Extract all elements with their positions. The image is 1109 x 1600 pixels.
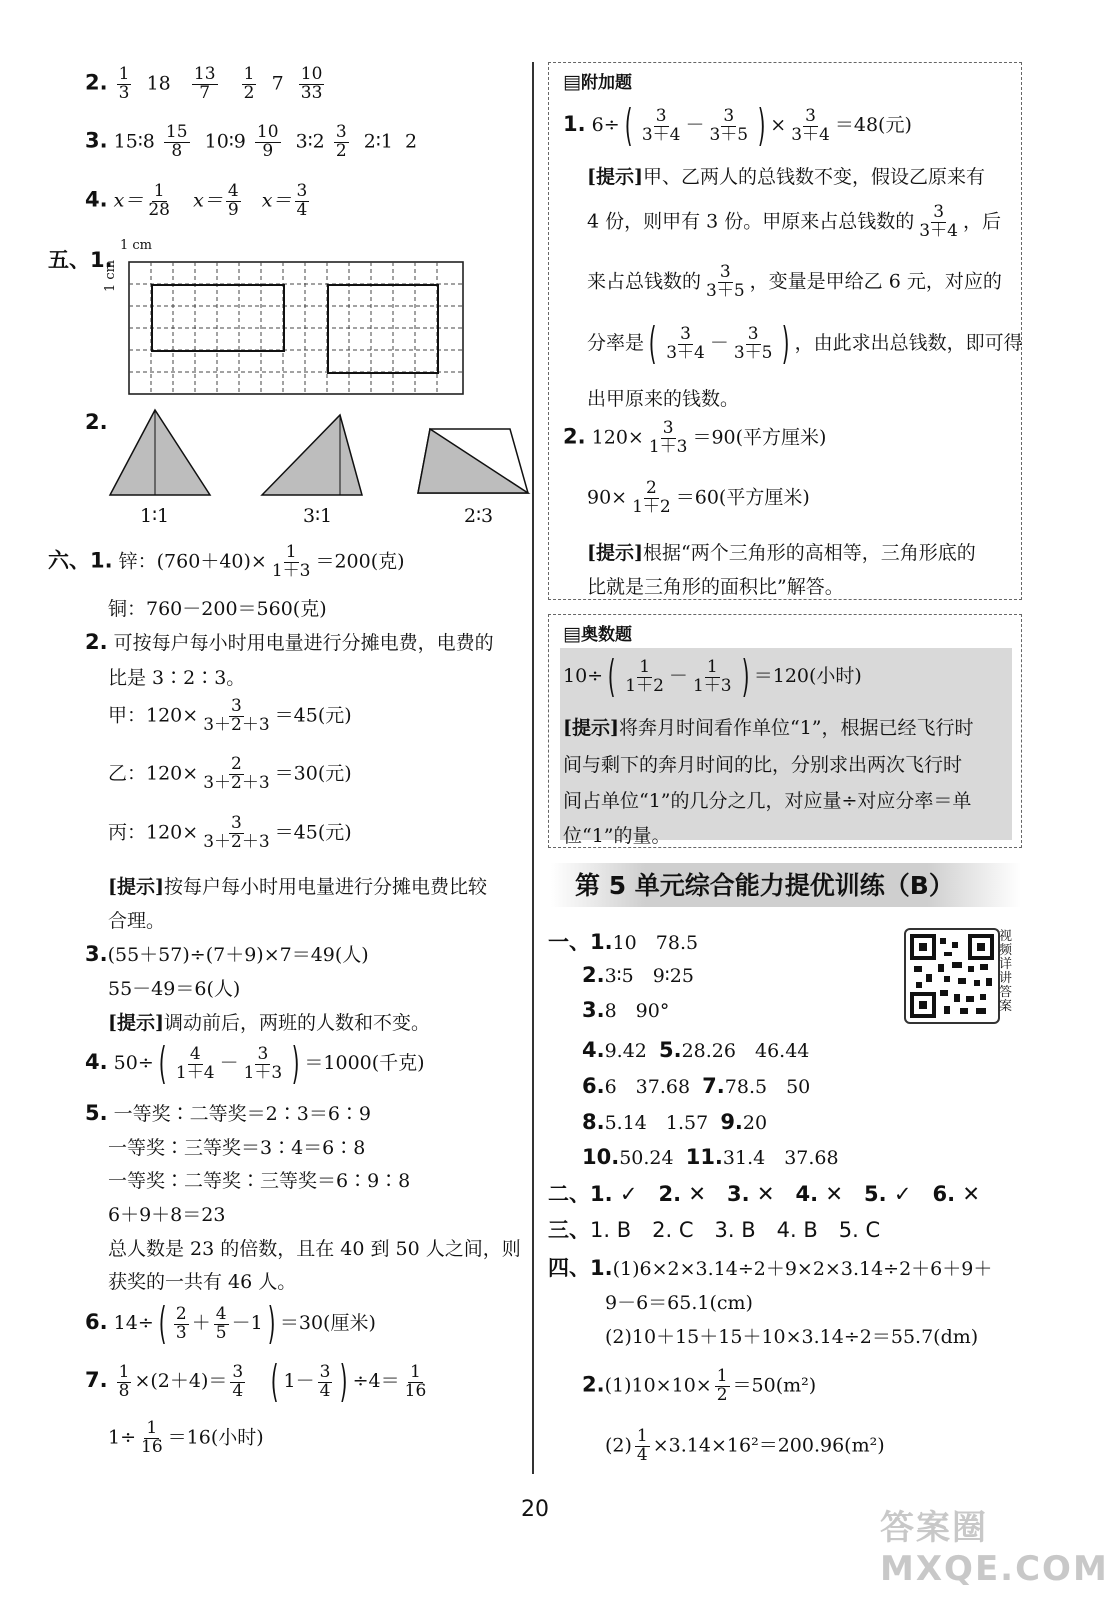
hint-line: [提示]调动前后，两班的人数和不变。 [108, 1012, 430, 1034]
fujia-title: ▤附加题 [563, 71, 632, 93]
fraction: $\frac{2}{3+2+3}$ [203, 754, 270, 793]
fraction: $\frac{4}{9}$ [227, 181, 239, 220]
fraction: $\frac{3}{3+4}$ [919, 202, 958, 241]
fraction: $\frac{10}{33}$ [300, 64, 323, 103]
answer-line: 7. $\frac{1}{8}$ ×(2＋4)＝ $\frac{3}{4}$ ( 1－ $\frac{3}{4}$ ) ÷4＝ $\frac{1}{16}$ [85, 1356, 427, 1407]
fraction: $\frac{3}{3+4}$ [666, 323, 705, 363]
fraction: $\frac{3}{3+4}$ [791, 105, 830, 145]
fraction: $\frac{3}{3+5}$ [709, 105, 749, 145]
answer-line: 一等奖∶三等奖＝3∶4＝6∶8 [108, 1137, 366, 1159]
answer-line: 3.8 90° [582, 998, 670, 1022]
aoshu-title: ▤奥数题 [563, 623, 632, 645]
answer-line: 2.3∶5 9∶25 [582, 963, 694, 987]
answer-line: 10.50.24 11.31.4 37.68 [582, 1145, 839, 1169]
answer-line: 一、1.10 78.5 [548, 930, 699, 954]
page-number: 20 [521, 1497, 549, 1522]
triangles-figure [100, 405, 540, 505]
qr-code-icon[interactable] [904, 928, 1000, 1024]
fraction: $\frac{3}{3+4}$ [641, 105, 681, 145]
hint-line: [提示]按每户每小时用电量进行分摊电费比较 [108, 876, 487, 898]
answer-line: 4.9.42 5.28.26 46.44 [582, 1038, 810, 1062]
answer-line: 甲：120× $\frac{3}{3+2+3}$ ＝45(元) [108, 696, 352, 735]
hint-line: 合理。 [108, 910, 166, 932]
hint-line: [提示]甲、乙两人的总钱数不变，假设乙原来有 [587, 166, 985, 188]
answer-line: 4. 50÷ ( $\frac{4}{1+4}$ － $\frac{3}{1+3}$ ) ＝1000(千克) [85, 1038, 425, 1089]
unit-label: 1 cm [120, 238, 153, 253]
fraction: $\frac{1}{3}$ [118, 64, 130, 103]
answer-line: 9－6＝65.1(cm) [605, 1292, 753, 1314]
fraction: $\frac{15}{8}$ [165, 122, 188, 161]
ratio-label: 3∶1 [303, 505, 333, 527]
fraction: $\frac{4}{5}$ [215, 1303, 227, 1343]
answer-line: 获奖的一共有 46 人。 [108, 1271, 297, 1293]
answer-line: 总人数是 23 的倍数，且在 40 到 50 人之间，则 [108, 1238, 521, 1260]
grid-figure [128, 255, 466, 397]
answer-line: 铜：760－200＝560(克) [108, 598, 327, 620]
fraction: $\frac{3}{4}$ [296, 181, 308, 220]
hint-line: [提示]根据“两个三角形的高相等，三角形底的 [587, 542, 976, 564]
answer-line: 2. $\frac{1}{3}$ 18 $\frac{13}{7}$ $\frac{1}{2}$ 7 $\frac{10}{33}$ [85, 64, 323, 103]
hint-line: 出甲原来的钱数。 [587, 388, 740, 410]
hint-line: 分率是 ( $\frac{3}{3+4}$ － $\frac{3}{3+5}$ ) ，由此求出总钱数，即可得 [587, 318, 1023, 369]
answer-line: 2. 120× $\frac{3}{1+3}$ ＝90(平方厘米) [563, 418, 827, 457]
answer-line: 丙：120× $\frac{3}{3+2+3}$ ＝45(元) [108, 813, 352, 852]
fraction: $\frac{1}{1+2}$ [625, 656, 664, 696]
answer-line: 六、1. 锌：(760＋40)× $\frac{1}{1+3}$ ＝200(克) [48, 542, 405, 581]
fraction: $\frac{1}{2}$ [716, 1366, 728, 1405]
hint-line: [提示]将奔月时间看作单位“1”，根据已经飞行时 [563, 717, 974, 739]
fraction: $\frac{3}{2}$ [335, 122, 347, 161]
fraction: $\frac{1}{1+3}$ [692, 656, 732, 696]
fraction: $\frac{3}{4}$ [232, 1361, 244, 1401]
hint-line: 比就是三角形的面积比”解答。 [587, 576, 844, 598]
answer-line: 10÷ ( $\frac{1}{1+2}$ － $\frac{1}{1+3}$ ) ＝120(小时) [563, 651, 862, 702]
hint-line: 位“1”的量。 [563, 825, 671, 847]
answer-line: 1÷ $\frac{1}{16}$ ＝16(小时) [108, 1418, 264, 1457]
unit-label: 1 cm [103, 259, 118, 292]
section-label: 五、1. [48, 248, 113, 272]
fraction: $\frac{4}{1+4}$ [175, 1043, 215, 1083]
answer-line: 8.5.14 1.57 9.20 [582, 1110, 768, 1134]
fraction: $\frac{10}{9}$ [256, 122, 279, 161]
fraction: $\frac{1}{16}$ [404, 1361, 427, 1401]
answer-line: 4. x＝ $\frac{1}{28}$ x＝ $\frac{4}{9}$ x＝ $\frac{3}{4}$ [85, 181, 308, 220]
answer-line: 二、1. ✓ 2. ✕ 3. ✕ 4. ✕ 5. ✓ 6. ✕ [548, 1182, 980, 1206]
answer-line: 90× $\frac{2}{1+2}$ ＝60(平方厘米) [587, 478, 810, 517]
fraction: $\frac{2}{1+2}$ [632, 478, 671, 517]
ratio-label: 1∶1 [140, 505, 170, 527]
fraction: $\frac{1}{4}$ [636, 1426, 648, 1465]
answer-line: 6.6 37.68 7.78.5 50 [582, 1074, 811, 1098]
fraction: $\frac{3}{3+2+3}$ [203, 696, 270, 735]
hint-line: 来占总钱数的 $\frac{3}{3+5}$ ，变量是甲给乙 6 元，对应的 [587, 262, 1002, 301]
book-icon: ▤ [563, 623, 581, 645]
answer-line: 3. 15∶8 $\frac{15}{8}$ 10∶9 $\frac{10}{9}$ 3∶2 $\frac{3}{2}$ 2∶1 2 [85, 122, 418, 161]
fraction: $\frac{3}{3+5}$ [706, 262, 745, 301]
answer-line: 2. 可按每户每小时用电量进行分摊电费，电费的 [85, 630, 494, 654]
answer-line: 乙：120× $\frac{2}{3+2+3}$ ＝30(元) [108, 754, 352, 793]
book-icon: ▤ [563, 71, 581, 93]
answer-line: 55－49＝6(人) [108, 978, 241, 1000]
fraction: $\frac{3}{3+5}$ [733, 323, 773, 363]
fraction: $\frac{1}{8}$ [118, 1361, 130, 1401]
answer-line: 比是 3∶2∶3。 [108, 667, 246, 689]
hint-line: 4 份，则甲有 3 份。甲原来占总钱数的 $\frac{3}{3+4}$ ，后 [587, 202, 1001, 241]
fraction: $\frac{1}{16}$ [141, 1418, 163, 1457]
answer-line: 四、1.(1)6×2×3.14÷2＋9×2×3.14÷2＋6＋9＋ [548, 1256, 993, 1280]
fraction: $\frac{13}{7}$ [193, 64, 216, 103]
fraction: $\frac{3}{4}$ [319, 1361, 331, 1401]
hint-line: 间占单位“1”的几分之几，对应量÷对应分率＝单 [563, 790, 972, 812]
answer-line: 1. 6÷ ( $\frac{3}{3+4}$ － $\frac{3}{3+5}$ ) × $\frac{3}{3+4}$ ＝48(元) [563, 100, 912, 151]
ratio-label: 2∶3 [464, 505, 494, 527]
fraction: $\frac{1}{28}$ [148, 181, 170, 220]
answer-line: 5. 一等奖∶二等奖＝2∶3＝6∶9 [85, 1101, 371, 1125]
hint-line: 间与剩下的奔月时间的比，分别求出两次飞行时 [563, 754, 963, 776]
section-title: 第 5 单元综合能力提优训练（B） [575, 871, 954, 900]
answer-line: 一等奖∶二等奖∶三等奖＝6∶9∶8 [108, 1170, 411, 1192]
answer-line: 2.(1)10×10× $\frac{1}{2}$ ＝50(m²) [582, 1366, 817, 1405]
answer-line: 6＋9＋8＝23 [108, 1204, 226, 1226]
watermark: 答案圈 MXQE.COM [880, 1508, 1109, 1589]
answer-line: 三、1. B 2. C 3. B 4. B 5. C [548, 1218, 881, 1242]
fraction: $\frac{1}{1+3}$ [271, 542, 311, 581]
column-divider [532, 62, 534, 1474]
fraction: $\frac{3}{3+2+3}$ [203, 813, 270, 852]
fraction: $\frac{1}{2}$ [243, 64, 255, 103]
fraction: $\frac{3}{1+3}$ [243, 1043, 283, 1083]
fraction: $\frac{2}{3}$ [175, 1303, 187, 1343]
fraction: $\frac{3}{1+3}$ [648, 418, 688, 457]
answer-line: (2)10＋15＋15＋10×3.14÷2＝55.7(dm) [605, 1326, 979, 1348]
answer-line: 6. 14÷ ( $\frac{2}{3}$ ＋ $\frac{4}{5}$ －1 ) ＝30(厘米) [85, 1298, 376, 1349]
answer-line: (2) $\frac{1}{4}$ ×3.14×16²＝200.96(m²) [605, 1426, 885, 1465]
answer-line: 3.(55＋57)÷(7＋9)×7＝49(人) [85, 942, 369, 966]
qr-label: 视频详讲答案 [999, 929, 1013, 1014]
